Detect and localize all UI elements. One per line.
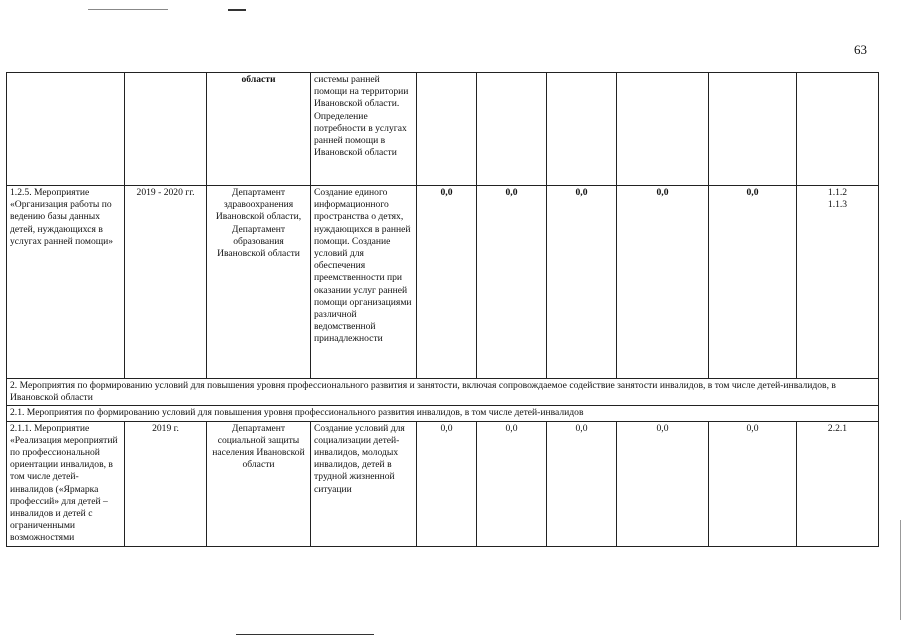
table-row-continuation bbox=[7, 73, 879, 186]
cell-value: 0,0 bbox=[477, 186, 547, 379]
cell-value bbox=[617, 73, 709, 186]
indicator-code: 1.1.3 bbox=[827, 199, 848, 211]
cell-value: 0,0 bbox=[617, 186, 709, 379]
table-row-section-2-1 bbox=[7, 406, 879, 421]
cell-value bbox=[417, 73, 477, 186]
cell-result: системы ранней помощи на территории Ивановской области. Определение потребности в услугах ранней помощи в Ивановской области bbox=[311, 73, 417, 186]
cell-term: 2019 - 2020 гг. bbox=[125, 186, 207, 379]
table-row-section-2 bbox=[7, 379, 879, 406]
cell-value: 0,0 bbox=[417, 421, 477, 546]
cell-executor: Департамент здравоохранения Ивановской области, Департамент образования Ивановской области bbox=[207, 186, 311, 379]
cell-value: 0,0 bbox=[709, 421, 797, 546]
cell-value bbox=[547, 73, 617, 186]
table-row-2-1-1 bbox=[7, 421, 879, 546]
cell-name bbox=[7, 73, 125, 186]
cell-result: Создание условий для социализации детей-инвалидов, молодых инвалидов, детей в трудной жизненной ситуации bbox=[311, 421, 417, 546]
scan-artifact-top-2 bbox=[228, 9, 246, 11]
cell-value: 0,0 bbox=[547, 186, 617, 379]
cell-value bbox=[709, 73, 797, 186]
cell-indicator bbox=[797, 186, 879, 379]
table-row-1-2-5 bbox=[7, 186, 879, 379]
cell-value: 0,0 bbox=[709, 186, 797, 379]
cell-indicator bbox=[797, 73, 879, 186]
cell-value: 0,0 bbox=[547, 421, 617, 546]
cell-name: 2.1.1. Мероприятие «Реализация мероприятий по профессиональной ориентации инвалидов, в том числе детей-инвалидов («Ярмарка профессий» для детей – инвалидов и детей с ограниченными возможностями bbox=[7, 421, 125, 546]
cell-term bbox=[125, 73, 207, 186]
cell-name: 1.2.5. Мероприятие «Организация работы по ведению базы данных детей, нуждающихся в услугах ранней помощи» bbox=[7, 186, 125, 379]
program-activities-table bbox=[6, 72, 879, 547]
scan-artifact-right bbox=[900, 520, 901, 620]
section-heading: 2. Мероприятия по формированию условий для повышения уровня профессионального развития и занятости, включая сопровождаемое содействие занятости инвалидов, в том числе детей-инвалидов, в Ивановской области bbox=[7, 379, 879, 406]
scan-artifact-bottom bbox=[236, 634, 374, 635]
indicator-code: 1.1.2 bbox=[827, 187, 848, 198]
cell-executor: Департамент социальной защиты населения Ивановской области bbox=[207, 421, 311, 546]
cell-value: 0,0 bbox=[417, 186, 477, 379]
indicator-code: 2.2.1 bbox=[827, 422, 848, 434]
cell-value: 0,0 bbox=[617, 421, 709, 546]
cell-value bbox=[477, 73, 547, 186]
cell-indicator bbox=[797, 421, 879, 546]
subsection-heading: 2.1. Мероприятия по формированию условий для повышения уровня профессионального развития инвалидов, в том числе детей-инвалидов bbox=[7, 406, 879, 421]
cell-executor: области bbox=[207, 73, 311, 186]
cell-result: Создание единого информационного пространства о детях, нуждающихся в ранней помощи. Создание условий для обеспечения преемственности при оказании услуг ранней помощи организациями различной ведомственной принадлежности bbox=[311, 186, 417, 379]
cell-term: 2019 г. bbox=[125, 421, 207, 546]
page-number: 63 bbox=[854, 42, 867, 57]
scan-artifact-top bbox=[88, 9, 168, 10]
cell-value: 0,0 bbox=[477, 421, 547, 546]
